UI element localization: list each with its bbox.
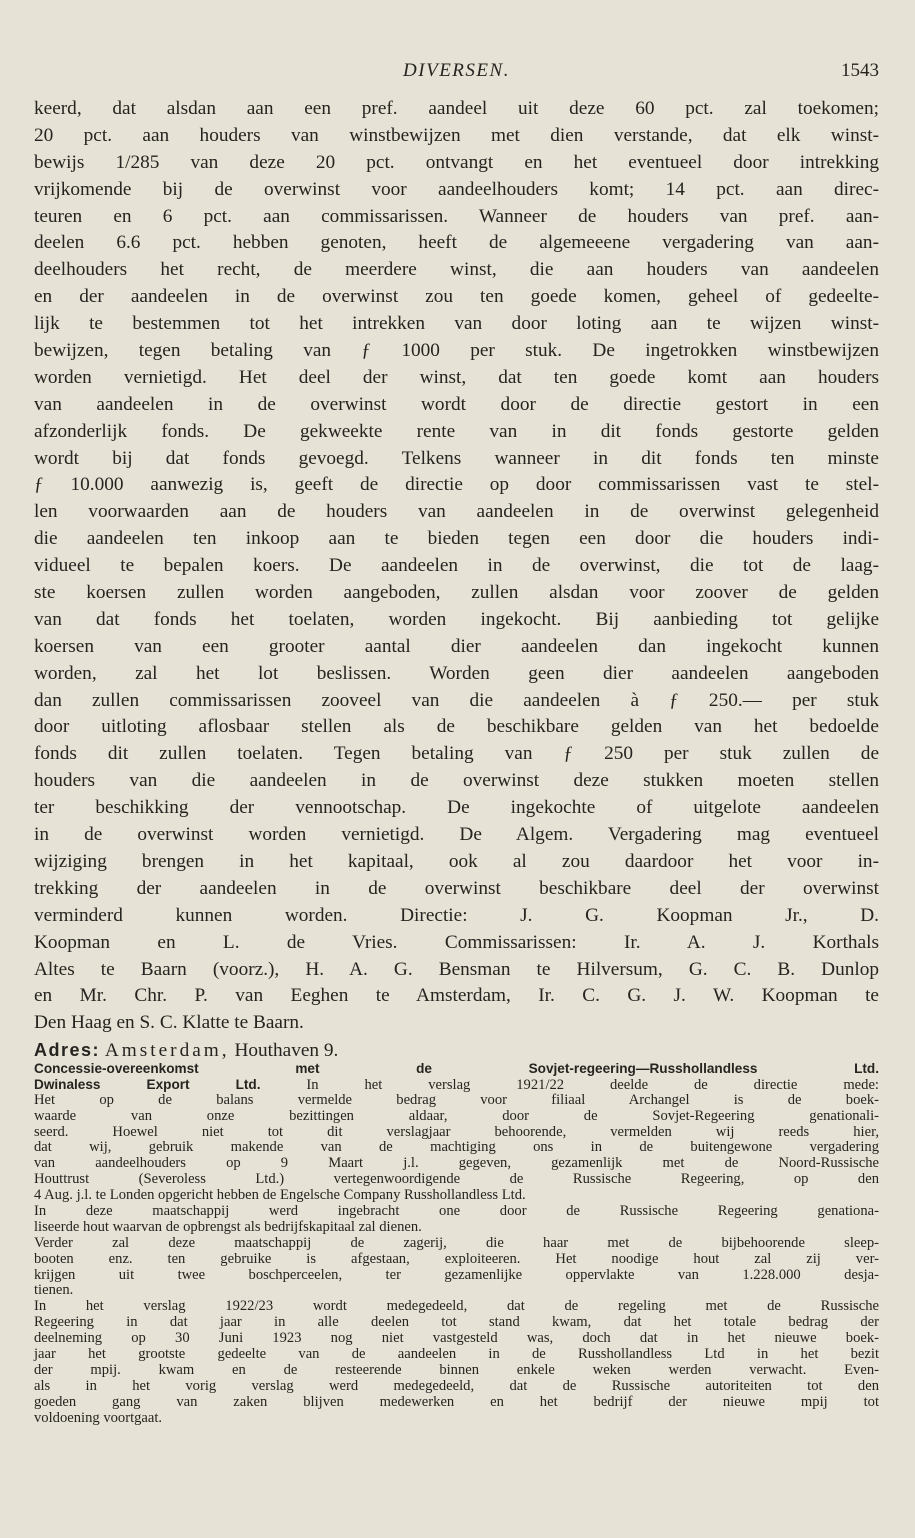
section-text-line: jaar het grootste gedeelte van de aandeelen in de Russhollandless Ltd in het bezit [34,1346,879,1363]
text-line: len voorwaarden aan de houders van aandeelen in de overwinst gelegenheid [34,501,879,523]
section-text-line: liseerde hout waarvan de opbrengst als bedrijfskapitaal zal dienen. [34,1218,422,1235]
section-text-line: deelneming op 30 Juni 1923 nog niet vastgesteld was, doch dat in het nieuwe boek- [34,1330,879,1347]
running-title: DIVERSEN. [403,60,510,81]
text-line: 20 pct. aan houders van winstbewijzen met dien verstande, dat elk winst- [34,124,879,146]
section-first-line-text: In het verslag 1921/22 deelde de directie mede: [306,1076,879,1093]
text-line: deelen 6.6 pct. hebben genoten, heeft de algemeeene vergadering van aan- [34,232,879,254]
text-line: Altes te Baarn (voorz.), H. A. G. Bensman te Hilversum, G. C. B. Dunlop [34,958,879,980]
text-line: worden, zal het lot beslissen. Worden geen dier aandeelen aangeboden [34,662,879,684]
text-line: ƒ 10.000 aanwezig is, geeft de directie op door commissarissen vast te stel- [34,474,879,496]
address-street: Houthaven 9. [234,1040,339,1062]
text-line: wordt bij dat fonds gevoegd. Telkens wanneer in dit fonds ten minste [34,447,879,469]
text-line: bewijs 1/285 van deze 20 pct. ontvangt en het eventueel door intrekking [34,151,879,173]
text-line: verminderd kunnen worden. Directie: J. G. Koopman Jr., D. [34,904,879,926]
section-text-line: Regeering in dat jaar in alle deelen tot stand kwam, dat het totale bedrag der [34,1314,879,1331]
text-line: ter beschikking der vennootschap. De ingekochte of uitgelote aandeelen [34,797,879,819]
text-line: en Mr. Chr. P. van Eeghen te Amsterdam, Ir. C. G. J. W. Koopman te [34,985,879,1007]
text-line: in de overwinst worden vernietigd. De Algem. Vergadering mag eventueel [34,824,879,846]
text-line: ste koersen zullen worden aangeboden, zullen alsdan voor zoover de gelden [34,582,879,604]
address-city: Amsterdam, [104,1040,230,1062]
text-line: fonds dit zullen toelaten. Tegen betaling van ƒ 250 per stuk zullen de [34,743,879,765]
text-line: die aandeelen ten inkoop aan te bieden tegen een door die houders indi- [34,528,879,550]
section-text-line: tienen. [34,1282,74,1299]
text-line: wijziging brengen in het kapitaal, ook al zou daardoor het voor in- [34,850,879,872]
page-number: 1543 [841,60,879,81]
section-text-line: 4 Aug. j.l. te Londen opgericht hebben de Engelsche Company Russhollandless Ltd. [34,1187,526,1204]
section-first-line [34,1077,879,1093]
section-text-line: In het verslag 1922/23 wordt medegedeeld, dat de regeling met de Russische [34,1298,879,1315]
address-label: Adres: [34,1040,101,1061]
section-text-line: waarde van onze bezittingen aldaar, door de Sovjet-Regeering genationali- [34,1107,879,1124]
text-line: van dat fonds het toelaten, worden ingekocht. Bij aanbieding tot gelijke [34,608,879,630]
text-line: Den Haag en S. C. Klatte te Baarn. [34,1012,304,1034]
text-line: vrijkomende bij de overwinst voor aandeelhouders komt; 14 pct. aan direc- [34,178,879,200]
text-line: vidueel te bepalen koers. De aandeelen in de overwinst, die tot de laag- [34,555,879,577]
section-text-line: goeden gang van zaken blijven medewerken en het bedrijf der nieuwe mpij tot [34,1393,879,1410]
text-line: afzonderlijk fonds. De gekweekte rente van in dit fonds gestorte gelden [34,420,879,442]
running-head [34,60,879,86]
section-text-line: Houttrust (Severoless Ltd.) vertegenwoordigende de Russische Regeering, op den [34,1171,879,1188]
text-line: door uitloting aflosbaar stellen als de beschikbare gelden van het bedoelde [34,716,879,738]
text-line: en der aandeelen in de overwinst zou ten goede komen, geheel of gedeelte- [34,286,879,308]
section-text-line: seerd. Hoewel niet tot dit verslagjaar behoorende, vermelden wij reeds hier, [34,1123,879,1140]
section-text-line: dat wij, gebruik makende van de machtiging ons in de buitengewone vergadering [34,1139,879,1156]
section-text-line: als in het vorig verslag werd medegedeeld, dat de Russische autoriteiten tot den [34,1377,879,1394]
section-heading: Concessie-overeenkomst met de Sovjet-regeering—Russhollandless Ltd. [34,1061,879,1076]
section-text-line: Verder zal deze maatschappij de zagerij, die haar met de bijbehoorende sleep- [34,1234,879,1251]
section-text-line: In deze maatschappij werd ingebracht one door de Russische Regeering genationa- [34,1203,879,1220]
text-line: van aandeelen in de overwinst wordt door de directie gestort in een [34,393,879,415]
text-line: koersen van een grooter aantal dier aandeelen dan ingekocht kunnen [34,635,879,657]
text-line: trekking der aandeelen in de overwinst beschikbare deel der overwinst [34,877,879,899]
text-line: houders van die aandeelen in de overwinst deze stukken moeten stellen [34,770,879,792]
section-text-line: der mpij. kwam en de resteerende binnen enkele weken werden verwacht. Even- [34,1361,879,1378]
text-line: deelhouders het recht, de meerdere winst, die aan houders van aandeelen [34,259,879,281]
text-line: dan zullen commissarissen zooveel van die aandeelen à ƒ 250.— per stuk [34,689,879,711]
section-subheading: Dwinaless Export Ltd. [34,1076,261,1092]
section-text-line: krijgen uit twee boschperceelen, ter gezamenlijke oppervlakte van 1.228.000 desja- [34,1266,879,1283]
section-text-line: voldoening voortgaat. [34,1409,163,1426]
section-text-line: booten enz. ten gebruike is afgestaan, exploiteeren. Het noodige hout zal zij ver- [34,1250,879,1267]
concession-section [34,1061,879,1426]
main-text-block [34,96,879,1064]
text-line: worden vernietigd. Het deel der winst, dat ten goede komt aan houders [34,366,879,388]
text-line: keerd, dat alsdan aan een pref. aandeel uit deze 60 pct. zal toekomen; [34,98,879,119]
text-line: Koopman en L. de Vries. Commissarissen: Ir. A. J. Korthals [34,931,879,953]
section-heading-line [34,1061,879,1077]
text-line: bewijzen, tegen betaling van ƒ 1000 per stuk. De ingetrokken winstbewijzen [34,340,879,362]
text-line: lijk te bestemmen tot het intrekken van door loting aan te wijzen winst- [34,313,879,335]
text-line: teuren en 6 pct. aan commissarissen. Wanneer de houders van pref. aan- [34,205,879,227]
section-text-line: van aandeelhouders op 9 Maart j.l. gegeven, gezamenlijk met de Noord-Russische [34,1155,879,1172]
section-text-line: Het op de balans vermelde bedrag voor filiaal Archangel is de boek- [34,1091,879,1108]
